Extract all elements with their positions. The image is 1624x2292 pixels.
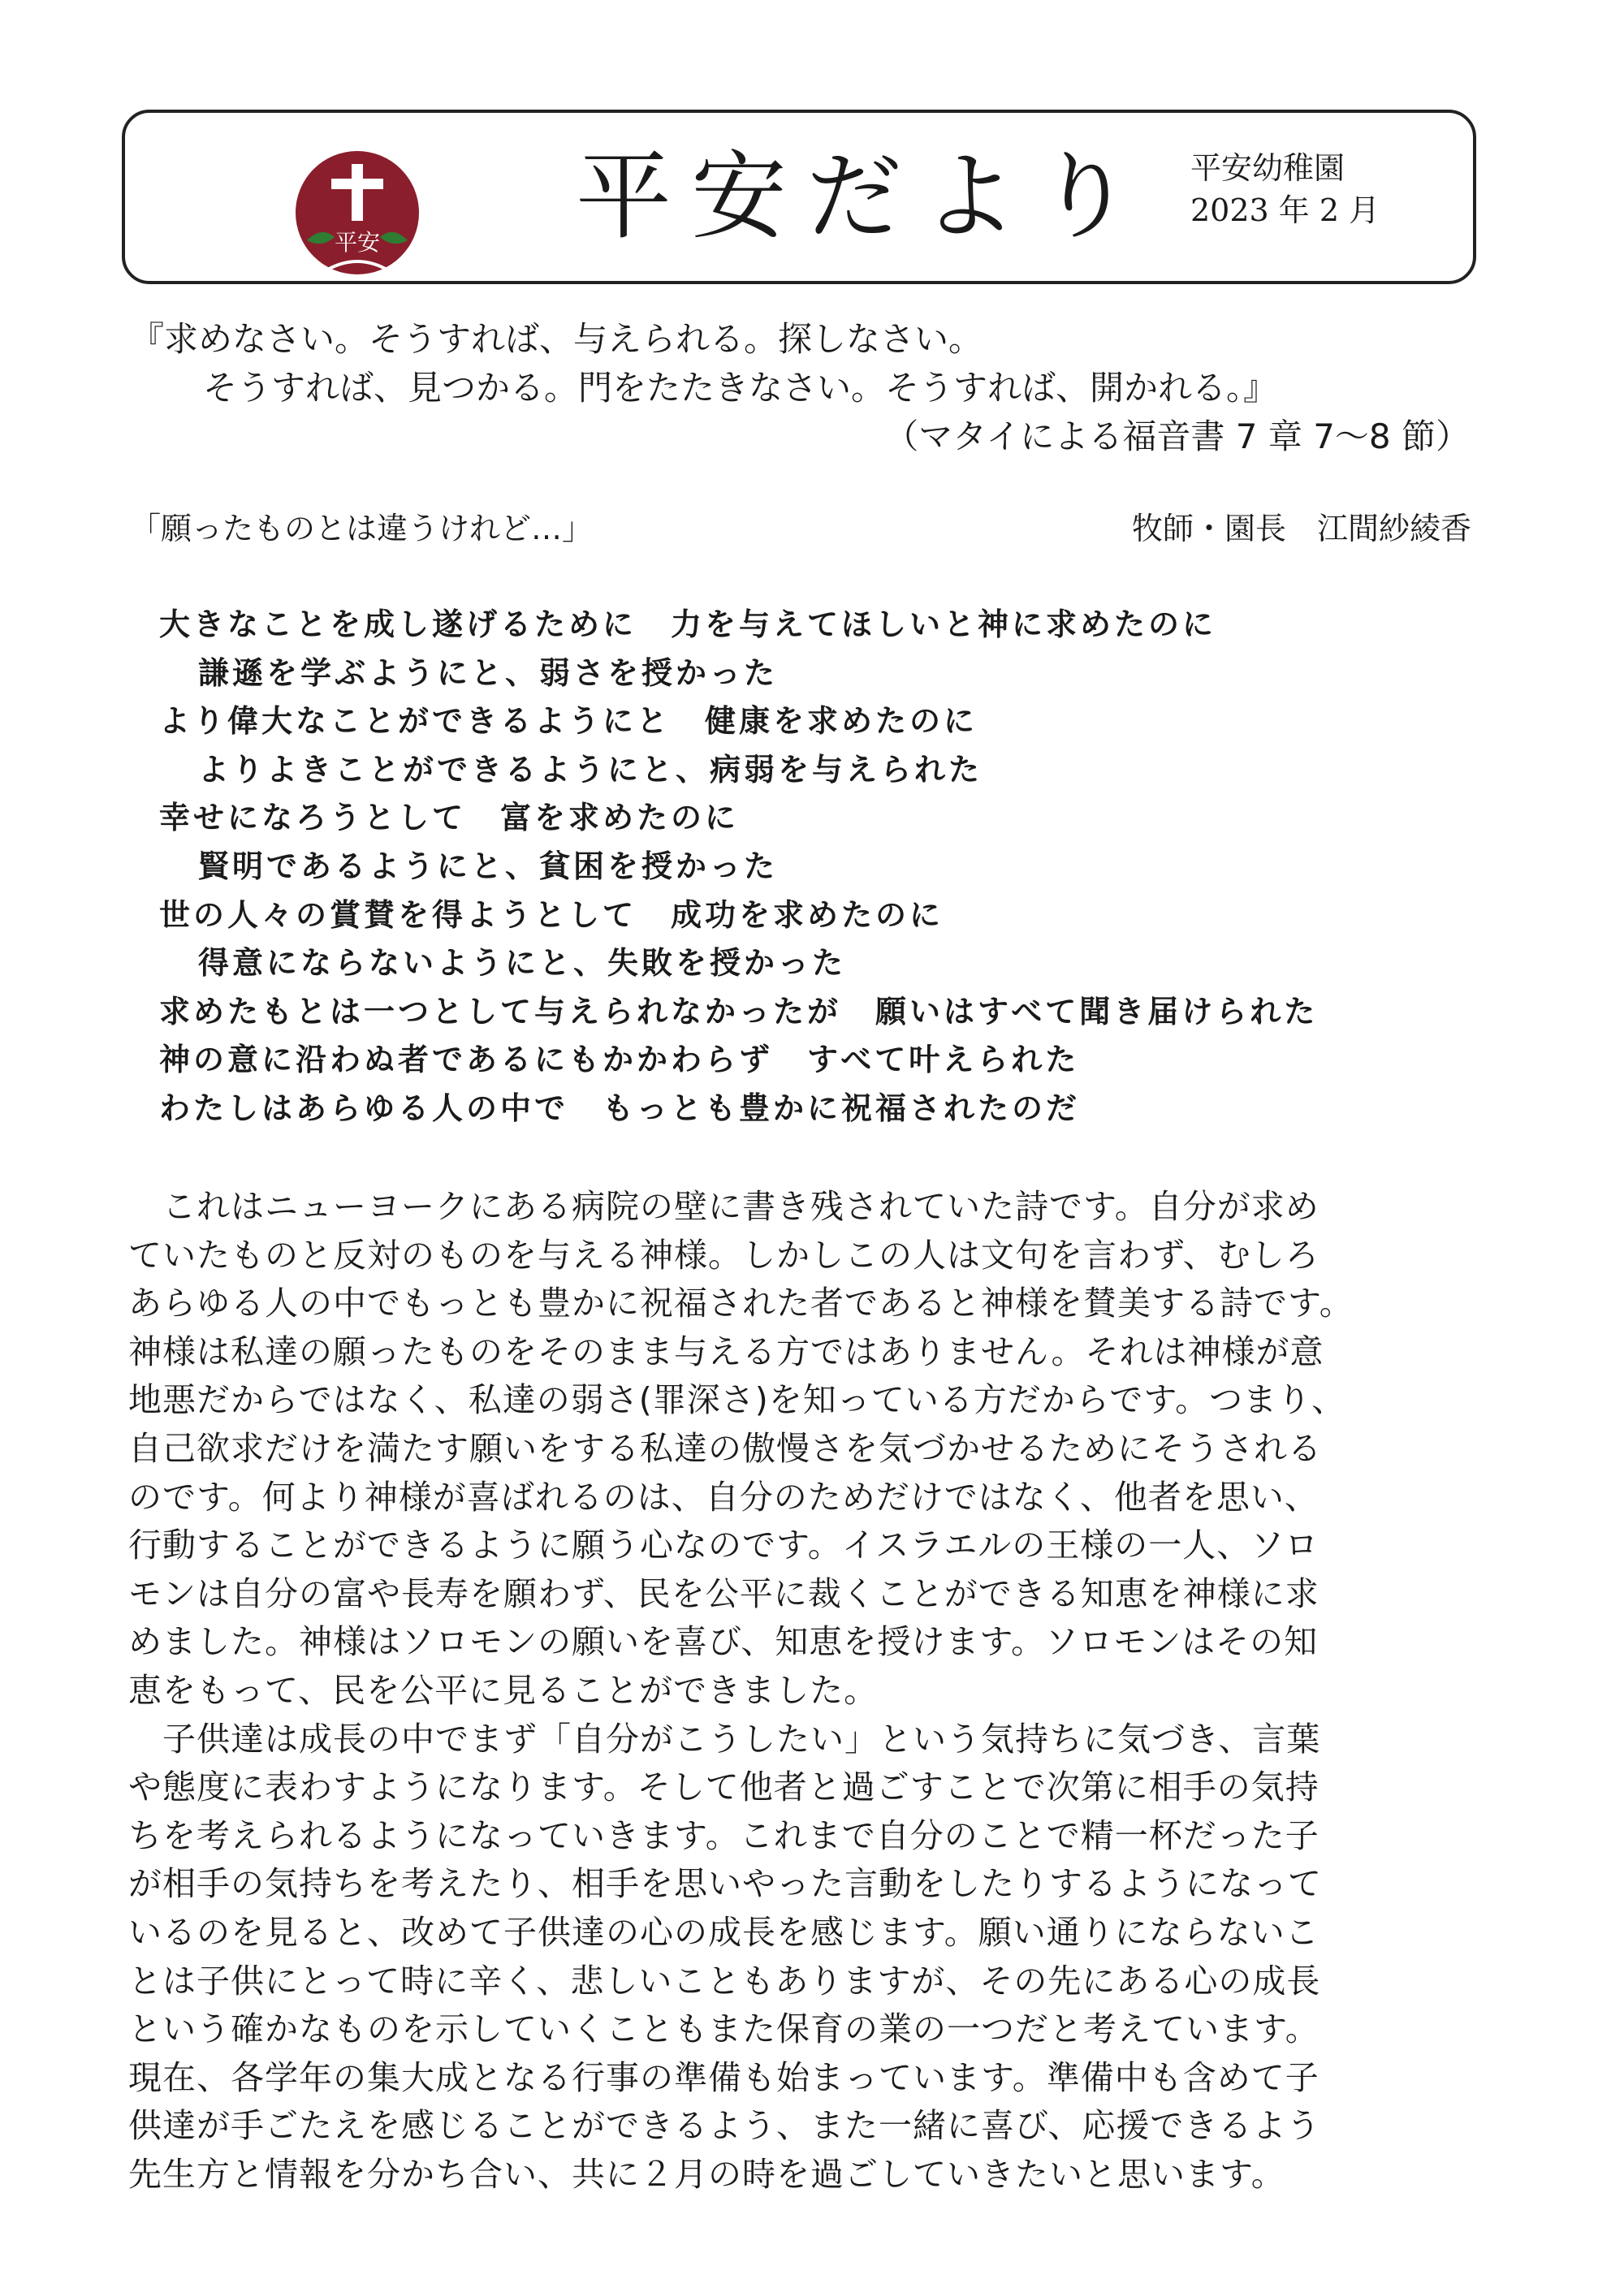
body-line: ちを考えられるようになっていきます。これまで自分のことで精一杯だった子: [128, 1815, 1320, 1855]
body-line: や態度に表わすようになります。そして他者と過ごすことで次第に相手の気持: [128, 1768, 1320, 1807]
poem-line: 得意にならないようにと、失敗を授かった: [198, 945, 847, 982]
body-line: 現在、各学年の集大成となる行事の準備も始まっています。準備中も含めて子: [128, 2057, 1320, 2097]
school-info: [1190, 147, 1434, 231]
body-line: 供達が手ごたえを感じることができるよう、また一緒に喜び、応援できるよう: [128, 2106, 1321, 2146]
article-title: 「願ったものとは違うけれど…」: [130, 511, 594, 546]
body-line: 自己欲求だけを満たす願いをする私達の傲慢さを気づかせるためにそうされる: [128, 1428, 1322, 1468]
body-line: いるのを見ると、改めて子供達の心の成長を感じます。願い通りにならないこ: [128, 1912, 1320, 1952]
article-body: [128, 1183, 1492, 2199]
poem: [159, 601, 1491, 1133]
body-line: のです。何より神様が喜ばれるのは、自分のためだけではなく、他者を思い、: [128, 1477, 1319, 1517]
issue-date: 2023 年 2 月: [1190, 192, 1380, 228]
verse-line-2: そうすれば、見つかる。門をたたきなさい。そうすれば、開かれる。』: [203, 368, 1278, 408]
newsletter-title: 平安だより: [575, 140, 1152, 253]
body-line: 子供達は成長の中でまず「自分がこうしたい」という気持ちに気づき、言葉: [128, 1719, 1321, 1759]
poem-line: 世の人々の賞賛を得ようとして 成功を求めたのに: [159, 896, 944, 933]
body-line: あらゆる人の中でもっとも豊かに祝福された者であると神様を賛美する詩です。: [128, 1284, 1354, 1323]
body-line: とは子供にとって時に辛く、悲しいこともありますが、その先にある心の成長: [128, 1961, 1321, 2001]
body-line: ていたものと反対のものを与える神様。しかしこの人は文句を言わず、むしろ: [128, 1235, 1320, 1275]
body-line: モンは自分の富や長寿を願わず、民を公平に裁くことができる知恵を神様に求: [128, 1573, 1320, 1613]
body-line: 行動することができるように願う心なのです。イスラエルの王様の一人、ソロ: [128, 1526, 1320, 1565]
poem-line: 幸せになろうとして 富を求めたのに: [159, 800, 740, 836]
poem-line: 謙遜を学ぶようにと、弱さを授かった: [198, 654, 779, 691]
poem-line: 神の意に沿わぬ者であるにもかかわらず すべて叶えられた: [159, 1042, 1080, 1078]
body-line: めました。神様はソロモンの願いを喜び、知恵を授けます。ソロモンはその知: [128, 1622, 1319, 1662]
body-line: これはニューヨークにある病院の壁に書き残されていた詩です。自分が求め: [128, 1187, 1320, 1226]
article-author: 牧師・園長 江間紗綾香: [1131, 511, 1471, 546]
logo-text: 平安: [334, 229, 381, 256]
body-line: 先生方と情報を分かち合い、共に２月の時を過ごしていきたいと思います。: [128, 2154, 1285, 2194]
school-name: 平安幼稚園: [1190, 150, 1345, 186]
poem-line: 求めたもとは一つとして与えられなかったが 願いはすべて聞き届けられた: [159, 993, 1319, 1029]
poem-line: わたしはあらゆる人の中で もっとも豊かに祝福されたのだ: [159, 1090, 1081, 1126]
body-line: という確かなものを示していくこともまた保育の業の一つだと考えています。: [128, 2009, 1320, 2049]
poem-line: 大きなことを成し遂げるために 力を与えてほしいと神に求めたのに: [159, 606, 1217, 642]
poem-line: 賢明であるようにと、貧困を授かった: [198, 848, 779, 884]
poem-line: より偉大なことができるようにと 健康を求めたのに: [159, 703, 978, 740]
body-line: が相手の気持ちを考えたり、相手を思いやった言動をしたりするようになって: [128, 1864, 1322, 1904]
poem-line: よりよきことができるようにと、病弱を与えられた: [198, 751, 983, 788]
body-line: 神様は私達の願ったものをそのまま与える方ではありません。それは神様が意: [128, 1332, 1324, 1371]
body-line: 地悪だからではなく、私達の弱さ(罪深さ)を知っている方だからです。つまり、: [128, 1380, 1346, 1420]
verse-line-1: 『求めなさい。そうすれば、与えられる。探しなさい。: [130, 319, 983, 359]
newsletter-header: [122, 110, 1476, 284]
verse-citation: （マタイによる福音書 7 章 7～8 節）: [884, 417, 1470, 456]
church-logo: [292, 149, 422, 279]
body-line: 恵をもって、民を公平に見ることができました。: [128, 1670, 879, 1710]
